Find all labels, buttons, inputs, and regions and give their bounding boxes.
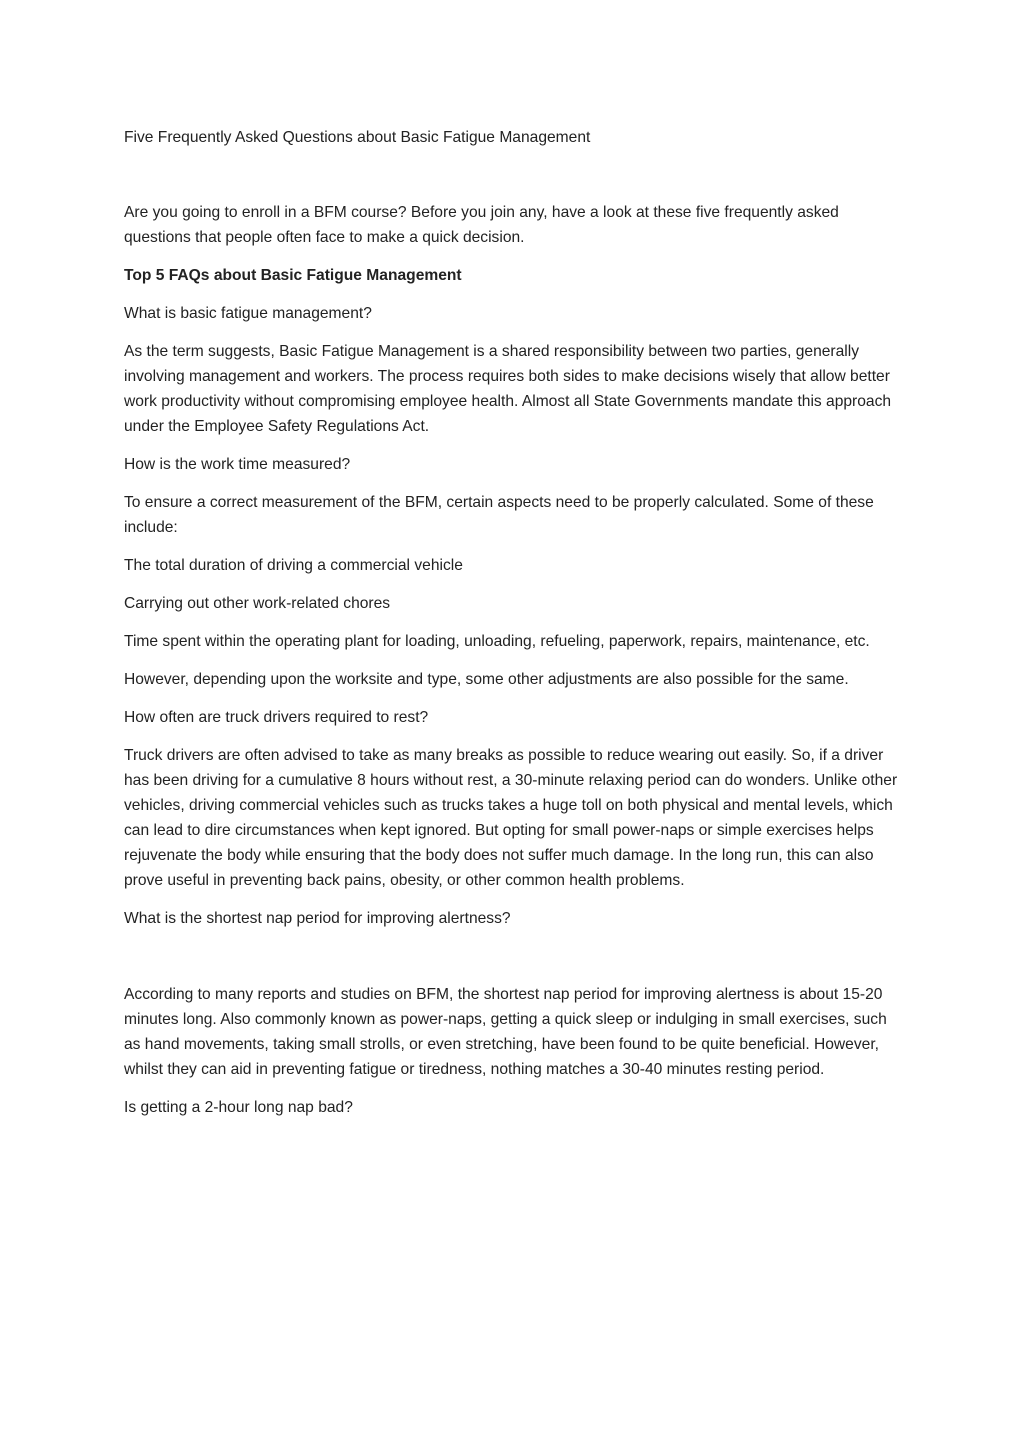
question-2: How is the work time measured? xyxy=(124,456,351,473)
list-item: The total duration of driving a commercial vehicle xyxy=(124,557,463,574)
list-item: Carrying out other work-related chores xyxy=(124,595,391,612)
question-4: What is the shortest nap period for improving alertness? xyxy=(124,910,511,927)
intro-paragraph: Are you going to enroll in a BFM course? Before you join any, have a look at these five frequently asked questions that people often face to make a quick decision. xyxy=(124,204,839,246)
question-3: How often are truck drivers required to rest? xyxy=(124,709,429,726)
answer-4: According to many reports and studies on BFM, the shortest nap period for improving alertness is about 15-20 minutes long. Also commonly known as power-naps, getting a quick sleep or indulging in small exercises, such as hand movements, taking small strolls, or even stretching, have been found to be quite beneficial. However, whilst they can aid in preventing fatigue or tiredness, nothing matches a 30-40 minutes resting period. xyxy=(124,986,887,1078)
document-title: Five Frequently Asked Questions about Basic Fatigue Management xyxy=(124,129,591,146)
question-1: What is basic fatigue management? xyxy=(124,305,372,322)
answer-1: As the term suggests, Basic Fatigue Management is a shared responsibility between two parties, generally involving management and workers. The process requires both sides to make decisions wisely that allow better work productivity without compromising employee health. Almost all State Governments mandate this approach under the Employee Safety Regulations Act. xyxy=(124,343,892,435)
answer-3: Truck drivers are often advised to take as many breaks as possible to reduce wearing out easily. So, if a driver has been driving for a cumulative 8 hours without rest, a 30-minute relaxing period can do wonders. Unlike other vehicles, driving commercial vehicles such as trucks takes a huge toll on both physical and mental levels, which can lead to dire circumstances when kept ignored. But opting for small power-naps or simple exercises helps rejuvenate the body while ensuring that the body does not suffer much damage. In the long run, this can also prove useful in preventing back pains, obesity, or other common health problems. xyxy=(124,747,898,889)
answer-2: To ensure a correct measurement of the BFM, certain aspects need to be properly calculated. Some of these include: xyxy=(124,494,874,536)
answer-2-note: However, depending upon the worksite and type, some other adjustments are also possible for the same. xyxy=(124,671,849,688)
question-5: Is getting a 2-hour long nap bad? xyxy=(124,1099,353,1116)
document-page xyxy=(124,125,904,1133)
list-item: Time spent within the operating plant for loading, unloading, refueling, paperwork, repairs, maintenance, etc. xyxy=(124,633,870,650)
section-heading: Top 5 FAQs about Basic Fatigue Management xyxy=(124,267,462,284)
